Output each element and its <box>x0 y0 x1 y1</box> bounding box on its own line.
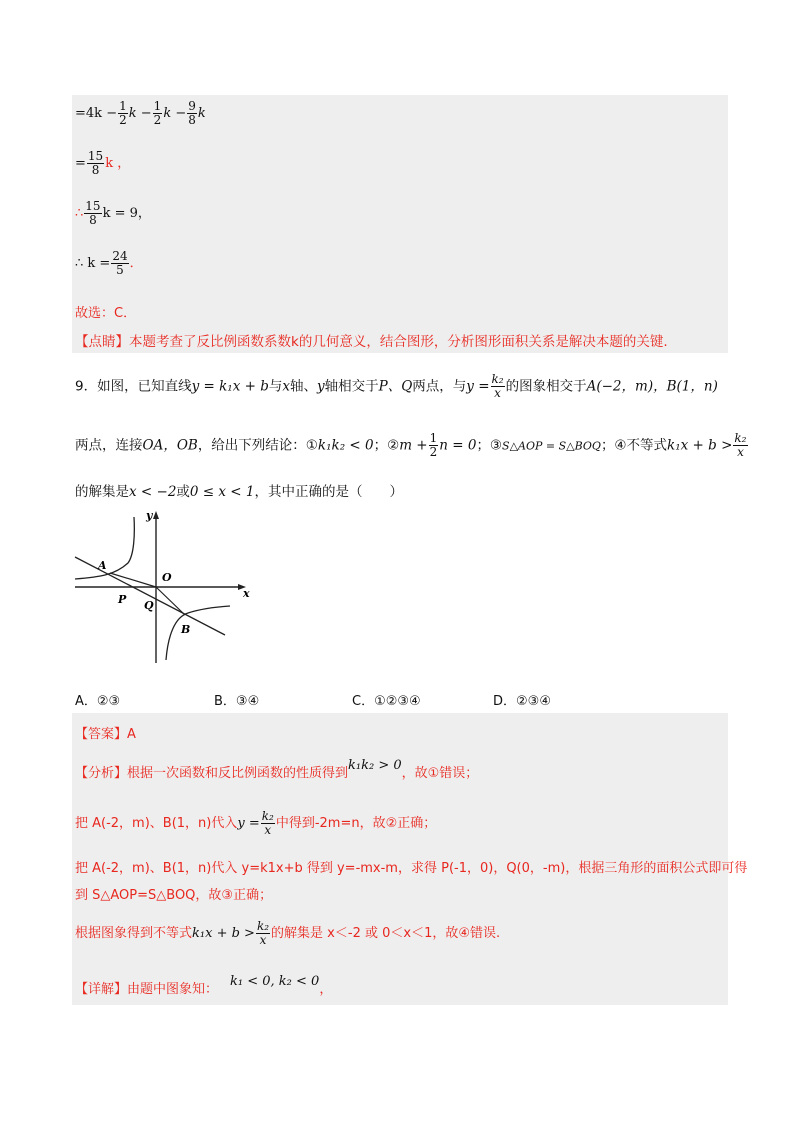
option-d[interactable]: D．②③④ <box>493 694 551 709</box>
label-B: B <box>181 623 191 636</box>
fraction: $\frac{1}{2}$ <box>429 431 438 459</box>
question-line-1: 9．如图，已知直线y = k₁x + b与x轴、y轴相交于P、Q两点，与y = $\frac{\text{k₂}}{x}$ 的图象相交于A(−2，m)，B(1，n) <box>75 372 718 400</box>
equation-line-2: = $\frac{15}{8}$ k ， <box>75 149 131 177</box>
label-Q: Q <box>144 599 154 612</box>
fraction: $\frac{1}{2}$ <box>119 99 127 127</box>
fraction: $\frac{1}{2}$ <box>153 99 162 127</box>
fraction: $\frac{\text{k₂}}{x}$ <box>261 809 274 837</box>
inequality-line: 根据图象得到不等式k₁x + b > $\frac{\text{k₂}}{x}$ 的解集是 x＜-2 或 0＜x＜1，故④错误. <box>75 919 501 947</box>
answer-tag: 【答案】A <box>75 727 136 742</box>
substitution-line-2: 把 A(-2，m)、B(1，n)代入 y=k1x+b 得到 y=-mx-m，求得 P(-1，0)，Q(0，-m)，根据三角形的面积公式即可得 <box>75 861 748 876</box>
label-P: P <box>118 593 127 606</box>
question-line-2: 两点，连接OA，OB，给出下列结论：①k₁k₂ < 0；②m + $\frac{1}{2}$ n = 0；③S△AOP = S△BOQ；④不等式k₁x + b > $\frac{\text{k₂}}{x}$ <box>75 431 747 459</box>
label-x: x <box>243 587 250 600</box>
label-y: y <box>146 509 153 522</box>
option-a[interactable]: A．②③ <box>75 694 121 709</box>
fraction: $\frac{9}{8}$ <box>188 99 196 127</box>
choice-line: 故选：C． <box>75 306 137 321</box>
segment-OA <box>110 573 156 587</box>
equation-line-4: ∴ k = $\frac{24}{5}$ ． <box>75 249 143 277</box>
fraction: $\frac{15}{8}$ <box>85 199 101 227</box>
equation-line-3: ∴ $\frac{15}{8}$ k = 9， <box>75 199 151 227</box>
option-b[interactable]: B．③④ <box>214 694 260 709</box>
label-O: O <box>162 571 172 584</box>
equation-line-1: =4k − $\frac{1}{2}$ k − $\frac{1}{2}$ k − $\frac{9}{8}$ k <box>75 99 206 127</box>
fraction: $\frac{\text{k₂}}{x}$ <box>734 431 747 459</box>
analysis-line: 【分析】根据一次函数和反比例函数的性质得到k₁k₂ > 0，故①错误； <box>75 758 479 781</box>
fraction: $\frac{15}{8}$ <box>87 149 104 177</box>
substitution-line-1: 把 A(-2，m)、B(1，n)代入y = $\frac{\text{k₂}}{x}$ 中得到-2m=n，故②正确； <box>75 809 437 837</box>
question-line-3: 的解集是x < −2或0 ≤ x < 1，其中正确的是（ ） <box>75 484 404 500</box>
y-axis-arrow <box>153 511 159 519</box>
label-A: A <box>98 559 107 572</box>
solution-block-bg <box>72 95 728 353</box>
substitution-line-2b: 到 S△AOP=S△BOQ，故③正确； <box>75 888 273 903</box>
fraction: $\frac{24}{5}$ <box>112 249 128 277</box>
detail-line: 【详解】由题中图象知：k₁ < 0, k₂ < 0， <box>75 974 333 997</box>
fraction: $\frac{\text{k₂}}{x}$ <box>256 919 270 947</box>
comment-line: 【点睛】本题考查了反比例函数系数k的几何意义，结合图形，分析图形面积关系是解决本题的关键. <box>75 334 668 350</box>
fraction: $\frac{\text{k₂}}{x}$ <box>491 372 504 400</box>
option-c[interactable]: C．①②③④ <box>352 694 421 709</box>
function-graph-figure <box>70 505 260 665</box>
